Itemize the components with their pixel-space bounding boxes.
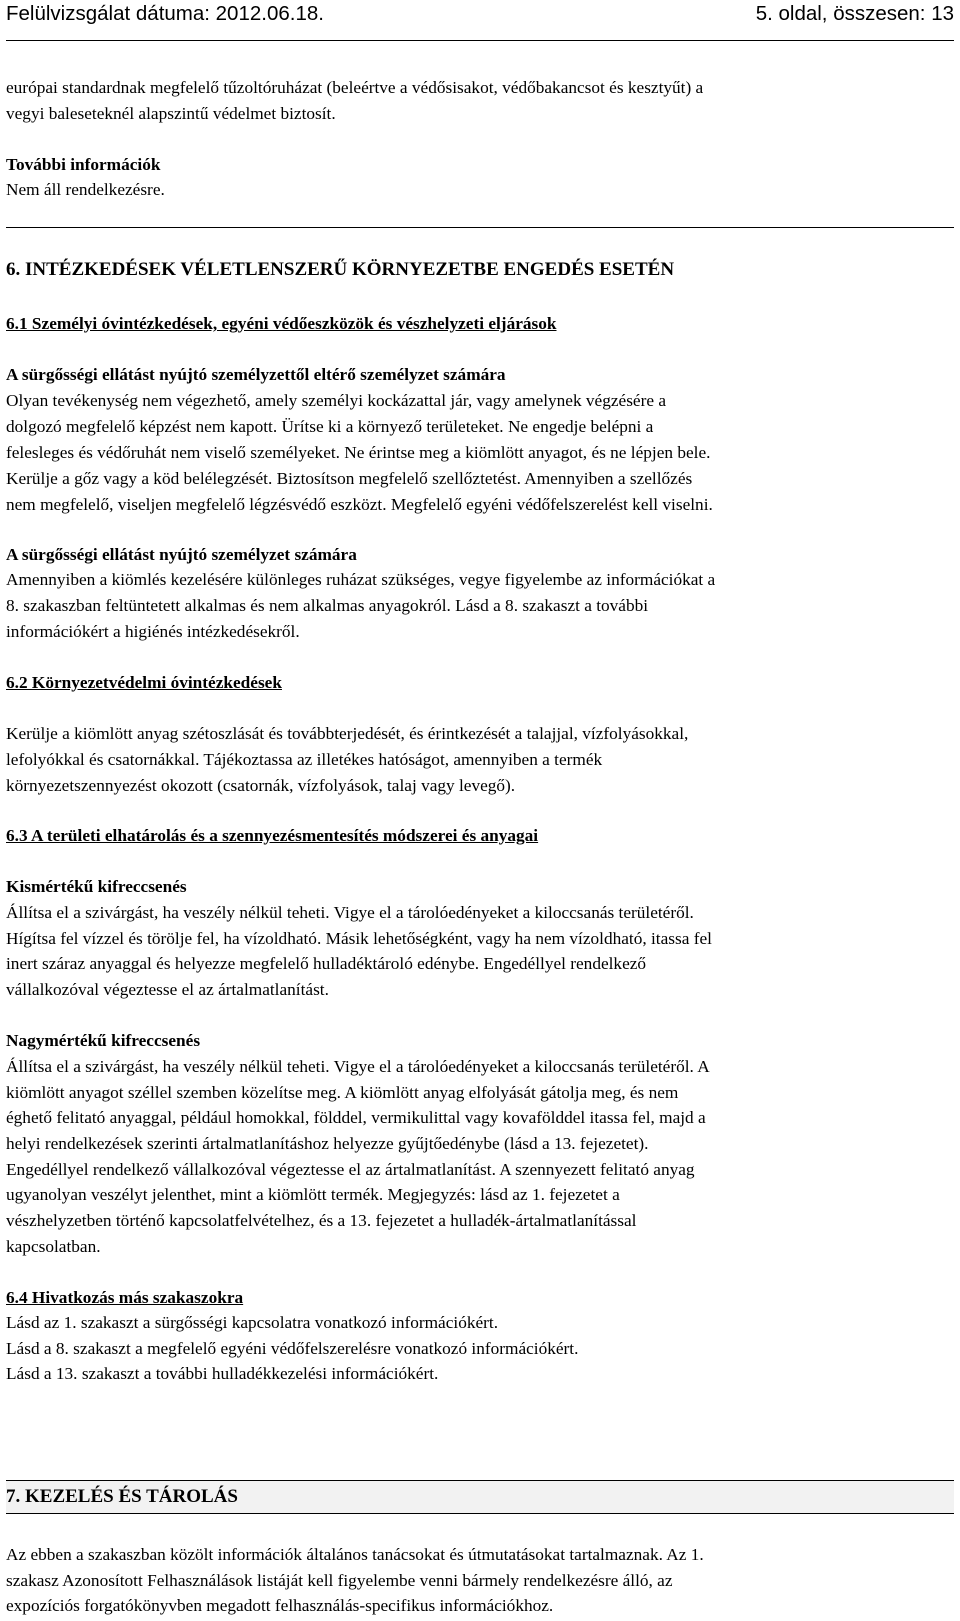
s61-nonemergency-line: nem megfelelő, viseljen megfelelő légzésvédő eszközt. Megfelelő egyéni védőfelszerelést kell viselni. [6,495,713,514]
s61-emergency-line: 8. szakaszban feltüntetett alkalmas és nem alkalmas anyagokról. Lásd a 8. szakaszt a további [6,596,649,615]
s61-title: 6.1 Személyi óvintézkedések, egyéni védőeszközök és vészhelyzeti eljárások [6,314,557,333]
section7-line: szakasz Azonosított Felhasználások listáját kell figyelembe venni bármely rendelkezésre álló, az [6,1571,673,1590]
s62-title: 6.2 Környezetvédelmi óvintézkedések [6,673,282,692]
s63-large-spill-heading: Nagymértékű kifreccsenés [6,1031,201,1050]
page-header-pagecount: 5. oldal, összesen: 13 [755,2,954,25]
s63-small-spill-line: inert száraz anyaggal és helyezze megfelelő hulladéktároló edénybe. Engedéllyel rendelkező [6,954,647,973]
s63-large-spill-line: Állítsa el a szivárgást, ha veszély nélkül teheti. Vigye el a tárolóedényeket a kiloccsanás területéről. A [6,1057,710,1076]
s64-title: 6.4 Hivatkozás más szakaszokra [6,1288,244,1307]
s62-line: környezetszennyezést okozott (csatornák, vízfolyások, talaj vagy levegő). [6,776,516,795]
s63-large-spill-line: kiömlött anyagot széllel szemben közelítse meg. A kiömlött anyag elfolyását gátolja meg, és nem [6,1083,679,1102]
section7-line: Az ebben a szakaszban közölt információk általános tanácsokat és útmutatásokat tartalmaznak. Az 1. [6,1545,704,1564]
s64-line: Lásd a 13. szakaszt a további hulladékkezelési információkért. [6,1364,439,1383]
s61-nonemergency-line: felesleges és védőruhát nem viselő személyeket. Ne érintse meg a kiömlött anyagot, és ne lépjen bele. [6,443,711,462]
s61-emergency-line: Amennyiben a kiömlés kezelésére különleges ruházat szükséges, vegye figyelembe az információkat a [6,570,716,589]
page-header-date: Felülvizsgálat dátuma: 2012.06.18. [6,2,324,25]
section7-line: expozíciós forgatókönyvben megadott felhasználás-specifikus információkhoz. [6,1596,554,1615]
further-info-text: Nem áll rendelkezésre. [6,180,165,199]
further-info-heading: További információk [6,155,161,174]
s63-small-spill-line: Állítsa el a szivárgást, ha veszély nélkül teheti. Vigye el a tárolóedényeket a kiloccsanás területéről. [6,903,694,922]
s63-large-spill-line: ugyanolyan veszélyt jelenthet, mint a kiömlött termék. Megjegyzés: lásd az 1. fejezetet a [6,1185,620,1204]
s61-emergency-line: információkért a higiénés intézkedésekről. [6,622,300,641]
s63-large-spill-line: kapcsolatban. [6,1237,101,1256]
section6-title: 6. INTÉZKEDÉSEK VÉLETLENSZERŰ KÖRNYEZETBE ENGEDÉS ESETÉN [6,259,675,280]
s61-emergency-heading: A sürgősségi ellátást nyújtó személyzet számára [6,545,357,564]
s61-nonemergency-heading: A sürgősségi ellátást nyújtó személyzettől eltérő személyzet számára [6,365,506,384]
s61-nonemergency-line: Olyan tevékenység nem végezhető, amely személyi kockázattal jár, vagy amelynek végzésére a [6,391,667,410]
s63-large-spill-line: vészhelyzetben történő kapcsolatfelvételhez, és a 13. fejezetet a hulladék-ártalmatlanítással [6,1211,637,1230]
s63-title: 6.3 A területi elhatárolás és a szennyezésmentesítés módszerei és anyagai [6,826,539,845]
s63-small-spill-line: vállalkozóval végeztesse el az ártalmatlanítást. [6,980,329,999]
header-divider [6,40,954,41]
s63-large-spill-line: Engedéllyel rendelkező vállalkozóval végeztesse el az ártalmatlanítást. A szennyezett felitató anyag [6,1160,695,1179]
intro-line: európai standardnak megfelelő tűzoltóruházat (beleértve a védősisakot, védőbakancsot és kesztyűt) a [6,78,704,97]
s64-line: Lásd a 8. szakaszt a megfelelő egyéni védőfelszerelésre vonatkozó információkért. [6,1339,579,1358]
intro-line: vegyi baleseteknél alapszintű védelmet biztosít. [6,104,336,123]
s62-line: Kerülje a kiömlött anyag szétoszlását és továbbterjedését, és érintkezését a talajjal, vízfolyásokkal, [6,724,689,743]
s63-small-spill-line: Hígítsa fel vízzel és törölje fel, ha vízoldható. Másik lehetőségként, vagy ha nem vízoldható, itassa fel [6,929,712,948]
section6-top-rule [6,227,954,228]
s61-nonemergency-line: Kerülje a gőz vagy a köd belélegzését. Biztosítson megfelelő szellőztetést. Amennyiben a szellőzés [6,469,693,488]
s61-nonemergency-line: dolgozó megfelelő képzést nem kapott. Ürítse ki a környező területeket. Ne engedje belépni a [6,417,654,436]
s64-line: Lásd az 1. szakaszt a sürgősségi kapcsolatra vonatkozó információkért. [6,1313,499,1332]
s63-small-spill-heading: Kismértékű kifreccsenés [6,877,187,896]
section7-title: 7. KEZELÉS ÉS TÁROLÁS [6,1486,238,1507]
s62-line: lefolyókkal és csatornákkal. Tájékoztassa az illetékes hatóságot, amennyiben a termék [6,750,603,769]
s63-large-spill-line: éghető felitató anyaggal, például homokkal, földdel, vermikulittal vagy kovafölddel itassa fel, majd a [6,1108,706,1127]
s63-large-spill-line: helyi rendelkezések szerinti ártalmatlanításhoz helyezze gyűjtőedénybe (lásd a 13. fejezetet). [6,1134,649,1153]
